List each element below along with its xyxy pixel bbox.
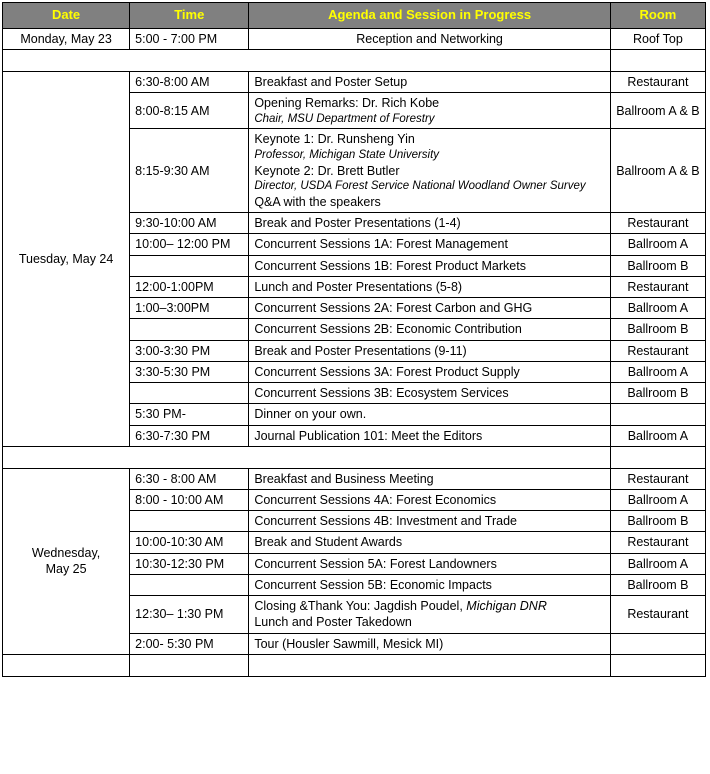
cell-agenda: Concurrent Sessions 2A: Forest Carbon and GHG xyxy=(249,298,611,319)
opening-remarks-affiliation: Chair, MSU Department of Forestry xyxy=(254,112,435,125)
keynote1-affiliation: Professor, Michigan State University xyxy=(254,148,440,161)
keynote2-affiliation: Director, USDA Forest Service National Woodland Owner Survey xyxy=(254,179,586,192)
closing-prefix-text: Closing &Thank You: Jagdish Poudel, xyxy=(254,599,467,614)
cell-room: Roof Top xyxy=(610,28,705,49)
table-row xyxy=(3,28,706,49)
cell-room: Ballroom B xyxy=(610,511,705,532)
closing-line-1 xyxy=(254,598,605,614)
cell-room: Ballroom A xyxy=(610,234,705,255)
cell-date-tuesday: Tuesday, May 24 xyxy=(3,72,130,447)
cell-time: 8:00 - 10:00 AM xyxy=(130,489,249,510)
cell-room: Restaurant xyxy=(610,276,705,297)
cell-agenda: Lunch and Poster Presentations (5-8) xyxy=(249,276,611,297)
cell-agenda: Breakfast and Poster Setup xyxy=(249,72,611,93)
cell-room: Restaurant xyxy=(610,596,705,634)
cell-time: 3:00-3:30 PM xyxy=(130,340,249,361)
final-departure-row xyxy=(3,654,706,676)
cell-time: 8:15-9:30 AM xyxy=(130,129,249,213)
cell-time xyxy=(130,255,249,276)
cell-time: 10:30-12:30 PM xyxy=(130,553,249,574)
day2-banner-label: Day 2 xyxy=(3,446,611,468)
cell-room: Restaurant xyxy=(610,72,705,93)
cell-room: Ballroom A xyxy=(610,361,705,382)
keynote2-title: Keynote 2: Dr. Brett Butler xyxy=(254,163,400,178)
cell-agenda: Concurrent Sessions 3A: Forest Product Supply xyxy=(249,361,611,382)
cell-time: 2:00- 5:30 PM xyxy=(130,633,249,654)
final-row-time-spacer xyxy=(130,654,249,676)
cell-agenda: Tour (Housler Sawmill, Mesick MI) xyxy=(249,633,611,654)
cell-agenda: Concurrent Sessions 2B: Economic Contribution xyxy=(249,319,611,340)
column-header-date: Date xyxy=(3,3,130,29)
cell-time: 10:00-10:30 AM xyxy=(130,532,249,553)
cell-room xyxy=(610,633,705,654)
day2-banner-room-spacer xyxy=(610,446,705,468)
cell-date: Monday, May 23 xyxy=(3,28,130,49)
cell-agenda: Concurrent Sessions 1A: Forest Management xyxy=(249,234,611,255)
table-row xyxy=(3,468,706,489)
cell-room: Restaurant xyxy=(610,213,705,234)
cell-agenda: Concurrent Session 5B: Economic Impacts xyxy=(249,574,611,595)
cell-room: Ballroom B xyxy=(610,319,705,340)
cell-room: Restaurant xyxy=(610,340,705,361)
cell-agenda: Break and Student Awards xyxy=(249,532,611,553)
column-header-time: Time xyxy=(130,3,249,29)
cell-time: 6:30 - 8:00 AM xyxy=(130,468,249,489)
cell-date-thursday: Thursday, May 26 xyxy=(3,654,130,676)
table-row xyxy=(3,72,706,93)
cell-time: 3:30-5:30 PM xyxy=(130,361,249,382)
cell-agenda: Concurrent Sessions 4A: Forest Economics xyxy=(249,489,611,510)
cell-room: Restaurant xyxy=(610,532,705,553)
cell-room xyxy=(610,404,705,425)
day1-banner-label: Day 1 xyxy=(3,50,611,72)
cell-time: 12:00-1:00PM xyxy=(130,276,249,297)
cell-time: 9:30-10:00 AM xyxy=(130,213,249,234)
cell-time: 5:00 - 7:00 PM xyxy=(130,28,249,49)
cell-room: Restaurant xyxy=(610,468,705,489)
cell-time: 8:00-8:15 AM xyxy=(130,93,249,129)
cell-agenda: Concurrent Sessions 1B: Forest Product Markets xyxy=(249,255,611,276)
cell-room: Ballroom A & B xyxy=(610,93,705,129)
cell-time: 10:00– 12:00 PM xyxy=(130,234,249,255)
cell-agenda: Breakfast and Business Meeting xyxy=(249,468,611,489)
table-header-row xyxy=(3,3,706,29)
conference-schedule-table xyxy=(2,2,706,677)
cell-agenda-closing xyxy=(249,596,611,634)
cell-agenda: Journal Publication 101: Meet the Editors xyxy=(249,425,611,446)
cell-room: Ballroom A xyxy=(610,489,705,510)
cell-agenda: Break and Poster Presentations (1-4) xyxy=(249,213,611,234)
column-header-agenda: Agenda and Session in Progress xyxy=(249,3,611,29)
cell-room: Ballroom B xyxy=(610,574,705,595)
cell-time xyxy=(130,574,249,595)
final-row-room-spacer xyxy=(610,654,705,676)
cell-time xyxy=(130,383,249,404)
cell-room: Ballroom A & B xyxy=(610,129,705,213)
cell-agenda-keynotes xyxy=(249,129,611,213)
cell-time xyxy=(130,319,249,340)
keynote-qa-line: Q&A with the speakers xyxy=(254,194,381,209)
day1-banner-room-spacer xyxy=(610,50,705,72)
wednesday-date-line1: Wednesday, xyxy=(31,546,101,561)
cell-agenda: Concurrent Sessions 3B: Ecosystem Services xyxy=(249,383,611,404)
cell-agenda: Concurrent Session 5A: Forest Landowners xyxy=(249,553,611,574)
day-banner-row-1 xyxy=(3,50,706,72)
cell-room: Ballroom B xyxy=(610,255,705,276)
keynote1-title: Keynote 1: Dr. Runsheng Yin xyxy=(254,132,415,147)
cell-agenda-opening-remarks xyxy=(249,93,611,129)
cell-agenda: Reception and Networking xyxy=(249,28,611,49)
cell-time: 1:00–3:00PM xyxy=(130,298,249,319)
cell-time: 12:30– 1:30 PM xyxy=(130,596,249,634)
opening-remarks-title: Opening Remarks: Dr. Rich Kobe xyxy=(254,96,440,111)
cell-room: Ballroom A xyxy=(610,298,705,319)
cell-room: Ballroom A xyxy=(610,425,705,446)
closing-italic-org: Michigan DNR xyxy=(466,599,547,614)
cell-time: 6:30-7:30 PM xyxy=(130,425,249,446)
cell-agenda: Break and Poster Presentations (9-11) xyxy=(249,340,611,361)
cell-time: 6:30-8:00 AM xyxy=(130,72,249,93)
cell-agenda: Concurrent Sessions 4B: Investment and Trade xyxy=(249,511,611,532)
day-banner-row-2 xyxy=(3,446,706,468)
wednesday-date-line2: May 25 xyxy=(45,562,87,577)
cell-agenda-departure: Departure xyxy=(249,654,611,676)
cell-time xyxy=(130,511,249,532)
cell-date-wednesday xyxy=(3,468,130,654)
closing-line-2: Lunch and Poster Takedown xyxy=(254,615,412,630)
cell-room: Ballroom B xyxy=(610,383,705,404)
column-header-room: Room xyxy=(610,3,705,29)
cell-agenda: Dinner on your own. xyxy=(249,404,611,425)
cell-time: 5:30 PM- xyxy=(130,404,249,425)
cell-room: Ballroom A xyxy=(610,553,705,574)
